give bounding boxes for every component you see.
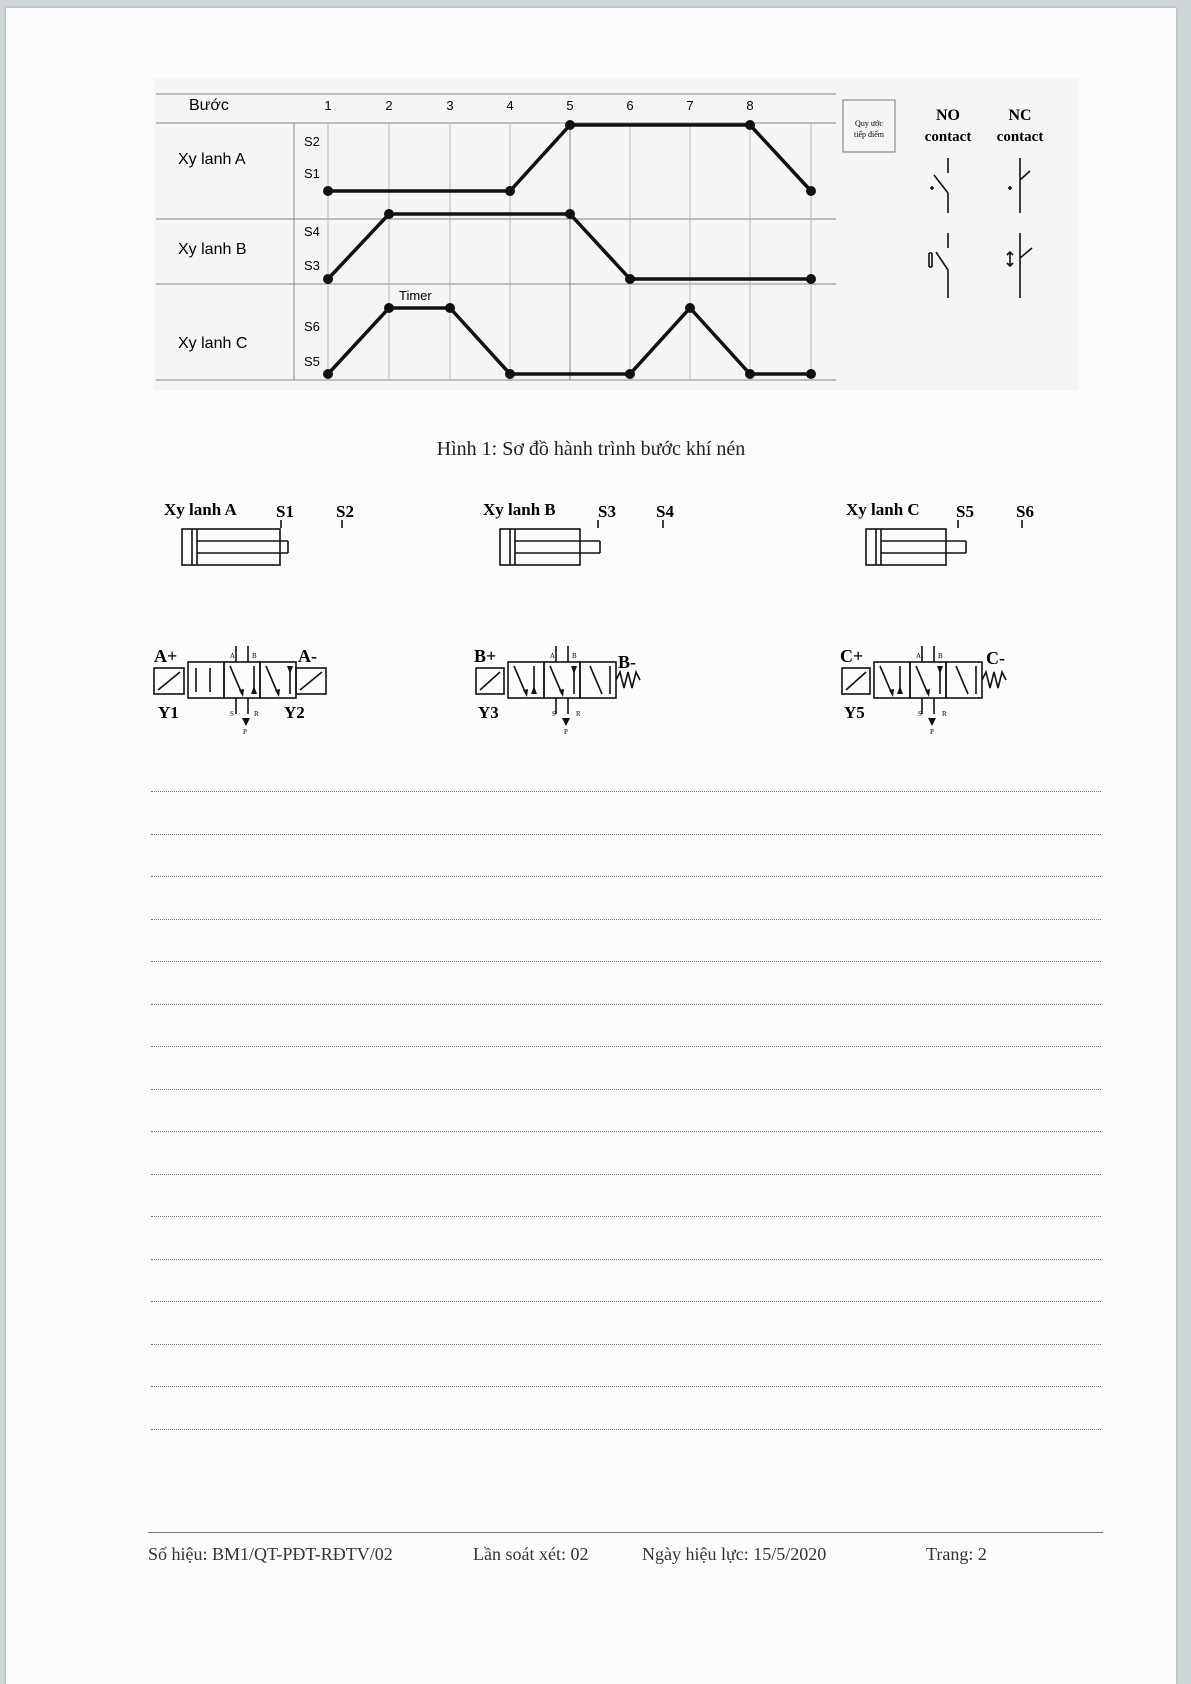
sensor-s4-label: S4 bbox=[656, 502, 674, 521]
valve-c-port-r: R bbox=[942, 710, 947, 718]
trace-node bbox=[745, 120, 755, 130]
writing-line[interactable] bbox=[151, 1259, 1101, 1260]
sensor-label-s5: S5 bbox=[304, 354, 320, 369]
answer-writing-lines[interactable] bbox=[151, 791, 1101, 1471]
sensor-s3-label: S3 bbox=[598, 502, 616, 521]
document-page bbox=[6, 8, 1176, 1684]
trace-node bbox=[505, 186, 515, 196]
valve-a-coil-y1: Y1 bbox=[158, 703, 179, 722]
valve-a-port-b: B bbox=[252, 652, 257, 660]
step-diagram bbox=[6, 8, 1176, 408]
legend-box-line1: Quy ước bbox=[855, 119, 883, 128]
writing-line[interactable] bbox=[151, 919, 1101, 920]
valve-a-port-r: R bbox=[254, 710, 259, 718]
trace-node bbox=[323, 186, 333, 196]
cylinder-b-symbol bbox=[500, 529, 600, 565]
legend-no-sub: contact bbox=[924, 129, 972, 145]
step-number: 5 bbox=[566, 98, 574, 113]
valve-c-symbol bbox=[842, 646, 1006, 714]
cylinders-row bbox=[6, 493, 1176, 573]
legend-nc-sub: contact bbox=[996, 129, 1044, 145]
writing-line[interactable] bbox=[151, 1131, 1101, 1132]
step-number: 4 bbox=[506, 98, 514, 113]
trace-node bbox=[384, 303, 394, 313]
valve-b-symbol bbox=[476, 646, 640, 714]
row-label-xy-lanh-a: Xy lanh A bbox=[178, 151, 246, 168]
valve-a-port-a: A bbox=[230, 652, 236, 660]
sensor-s2-label: S2 bbox=[336, 502, 354, 521]
valve-c-plus-label: C+ bbox=[840, 646, 864, 666]
writing-line[interactable] bbox=[151, 791, 1101, 792]
trace-node bbox=[625, 274, 635, 284]
valve-c-port-a: A bbox=[916, 652, 922, 660]
step-number: 2 bbox=[385, 98, 393, 113]
sensor-label-s4: S4 bbox=[304, 224, 320, 239]
cylinder-label-b: Xy lanh B bbox=[483, 500, 556, 519]
sensor-label-s1: S1 bbox=[304, 166, 320, 181]
footer-effective-date: Ngày hiệu lực: 15/5/2020 bbox=[642, 1544, 827, 1564]
writing-line[interactable] bbox=[151, 1301, 1101, 1302]
cylinder-label-c: Xy lanh C bbox=[846, 500, 920, 519]
writing-line[interactable] bbox=[151, 1386, 1101, 1387]
valve-b-port-a: A bbox=[550, 652, 556, 660]
valve-c-coil-y5: Y5 bbox=[844, 703, 865, 722]
valve-a-plus-label: A+ bbox=[154, 646, 178, 666]
valve-a-minus-label: A- bbox=[298, 646, 317, 666]
writing-line[interactable] bbox=[151, 1174, 1101, 1175]
trace-node bbox=[323, 274, 333, 284]
writing-line[interactable] bbox=[151, 834, 1101, 835]
valve-c-port-s: S bbox=[918, 710, 922, 718]
valve-a-coil-y2: Y2 bbox=[284, 703, 305, 722]
row-label-xy-lanh-b: Xy lanh B bbox=[178, 241, 247, 258]
sensor-label-s6: S6 bbox=[304, 319, 320, 334]
step-number: 3 bbox=[446, 98, 454, 113]
legend-nc-title: NC bbox=[1008, 107, 1032, 124]
legend-box-line2: tiếp điểm bbox=[854, 130, 884, 139]
writing-line[interactable] bbox=[151, 1004, 1101, 1005]
valve-b-port-s: S bbox=[552, 710, 556, 718]
writing-line[interactable] bbox=[151, 1046, 1101, 1047]
writing-line[interactable] bbox=[151, 1216, 1101, 1217]
valve-b-coil-y3: Y3 bbox=[478, 703, 499, 722]
valve-a-port-p: P bbox=[243, 728, 247, 736]
row-label-xy-lanh-c: Xy lanh C bbox=[178, 335, 248, 352]
legend-no-title: NO bbox=[936, 107, 960, 124]
trace-node bbox=[685, 303, 695, 313]
step-number: 8 bbox=[746, 98, 754, 113]
sensor-s6-label: S6 bbox=[1016, 502, 1034, 521]
writing-line[interactable] bbox=[151, 1429, 1101, 1430]
writing-line[interactable] bbox=[151, 1344, 1101, 1345]
valve-b-plus-label: B+ bbox=[474, 646, 497, 666]
footer-revision: Lần soát xét: 02 bbox=[473, 1544, 589, 1564]
trace-node bbox=[565, 120, 575, 130]
trace-node bbox=[745, 369, 755, 379]
trace-node bbox=[565, 209, 575, 219]
step-number: 6 bbox=[626, 98, 634, 113]
valve-a-port-s: S bbox=[230, 710, 234, 718]
trace-node bbox=[806, 369, 816, 379]
trace-node bbox=[445, 303, 455, 313]
valve-c-minus-label: C- bbox=[986, 648, 1005, 668]
footer-page-number: Trang: 2 bbox=[926, 1544, 987, 1564]
step-number: 7 bbox=[686, 98, 694, 113]
trace-node bbox=[323, 369, 333, 379]
footer-divider bbox=[148, 1532, 1103, 1533]
sensor-label-s2: S2 bbox=[304, 134, 320, 149]
sensor-label-s3: S3 bbox=[304, 258, 320, 273]
trace-node bbox=[806, 186, 816, 196]
trace-node bbox=[625, 369, 635, 379]
cylinder-c-symbol bbox=[866, 529, 966, 565]
cylinder-label-a: Xy lanh A bbox=[164, 500, 237, 519]
step-header-label: Bước bbox=[189, 97, 229, 114]
valve-b-minus-label: B- bbox=[618, 652, 636, 672]
valve-c-port-p: P bbox=[930, 728, 934, 736]
figure-caption: Hình 1: Sơ đồ hành trình bước khí nén bbox=[436, 438, 746, 460]
writing-line[interactable] bbox=[151, 1089, 1101, 1090]
valve-c-port-b: B bbox=[938, 652, 943, 660]
trace-node bbox=[505, 369, 515, 379]
valve-b-port-b: B bbox=[572, 652, 577, 660]
trace-node bbox=[384, 209, 394, 219]
writing-line[interactable] bbox=[151, 961, 1101, 962]
footer-doc-code: Số hiệu: BM1/QT-PĐT-RĐTV/02 bbox=[148, 1544, 393, 1564]
step-number: 1 bbox=[324, 98, 332, 113]
sensor-s1-label: S1 bbox=[276, 502, 294, 521]
timer-label: Timer bbox=[399, 288, 432, 303]
valve-b-port-r: R bbox=[576, 710, 581, 718]
sensor-s5-label: S5 bbox=[956, 502, 974, 521]
writing-line[interactable] bbox=[151, 876, 1101, 877]
valve-b-port-p: P bbox=[564, 728, 568, 736]
trace-node bbox=[806, 274, 816, 284]
valves-row bbox=[6, 638, 1176, 743]
cylinder-a-symbol bbox=[182, 529, 288, 565]
